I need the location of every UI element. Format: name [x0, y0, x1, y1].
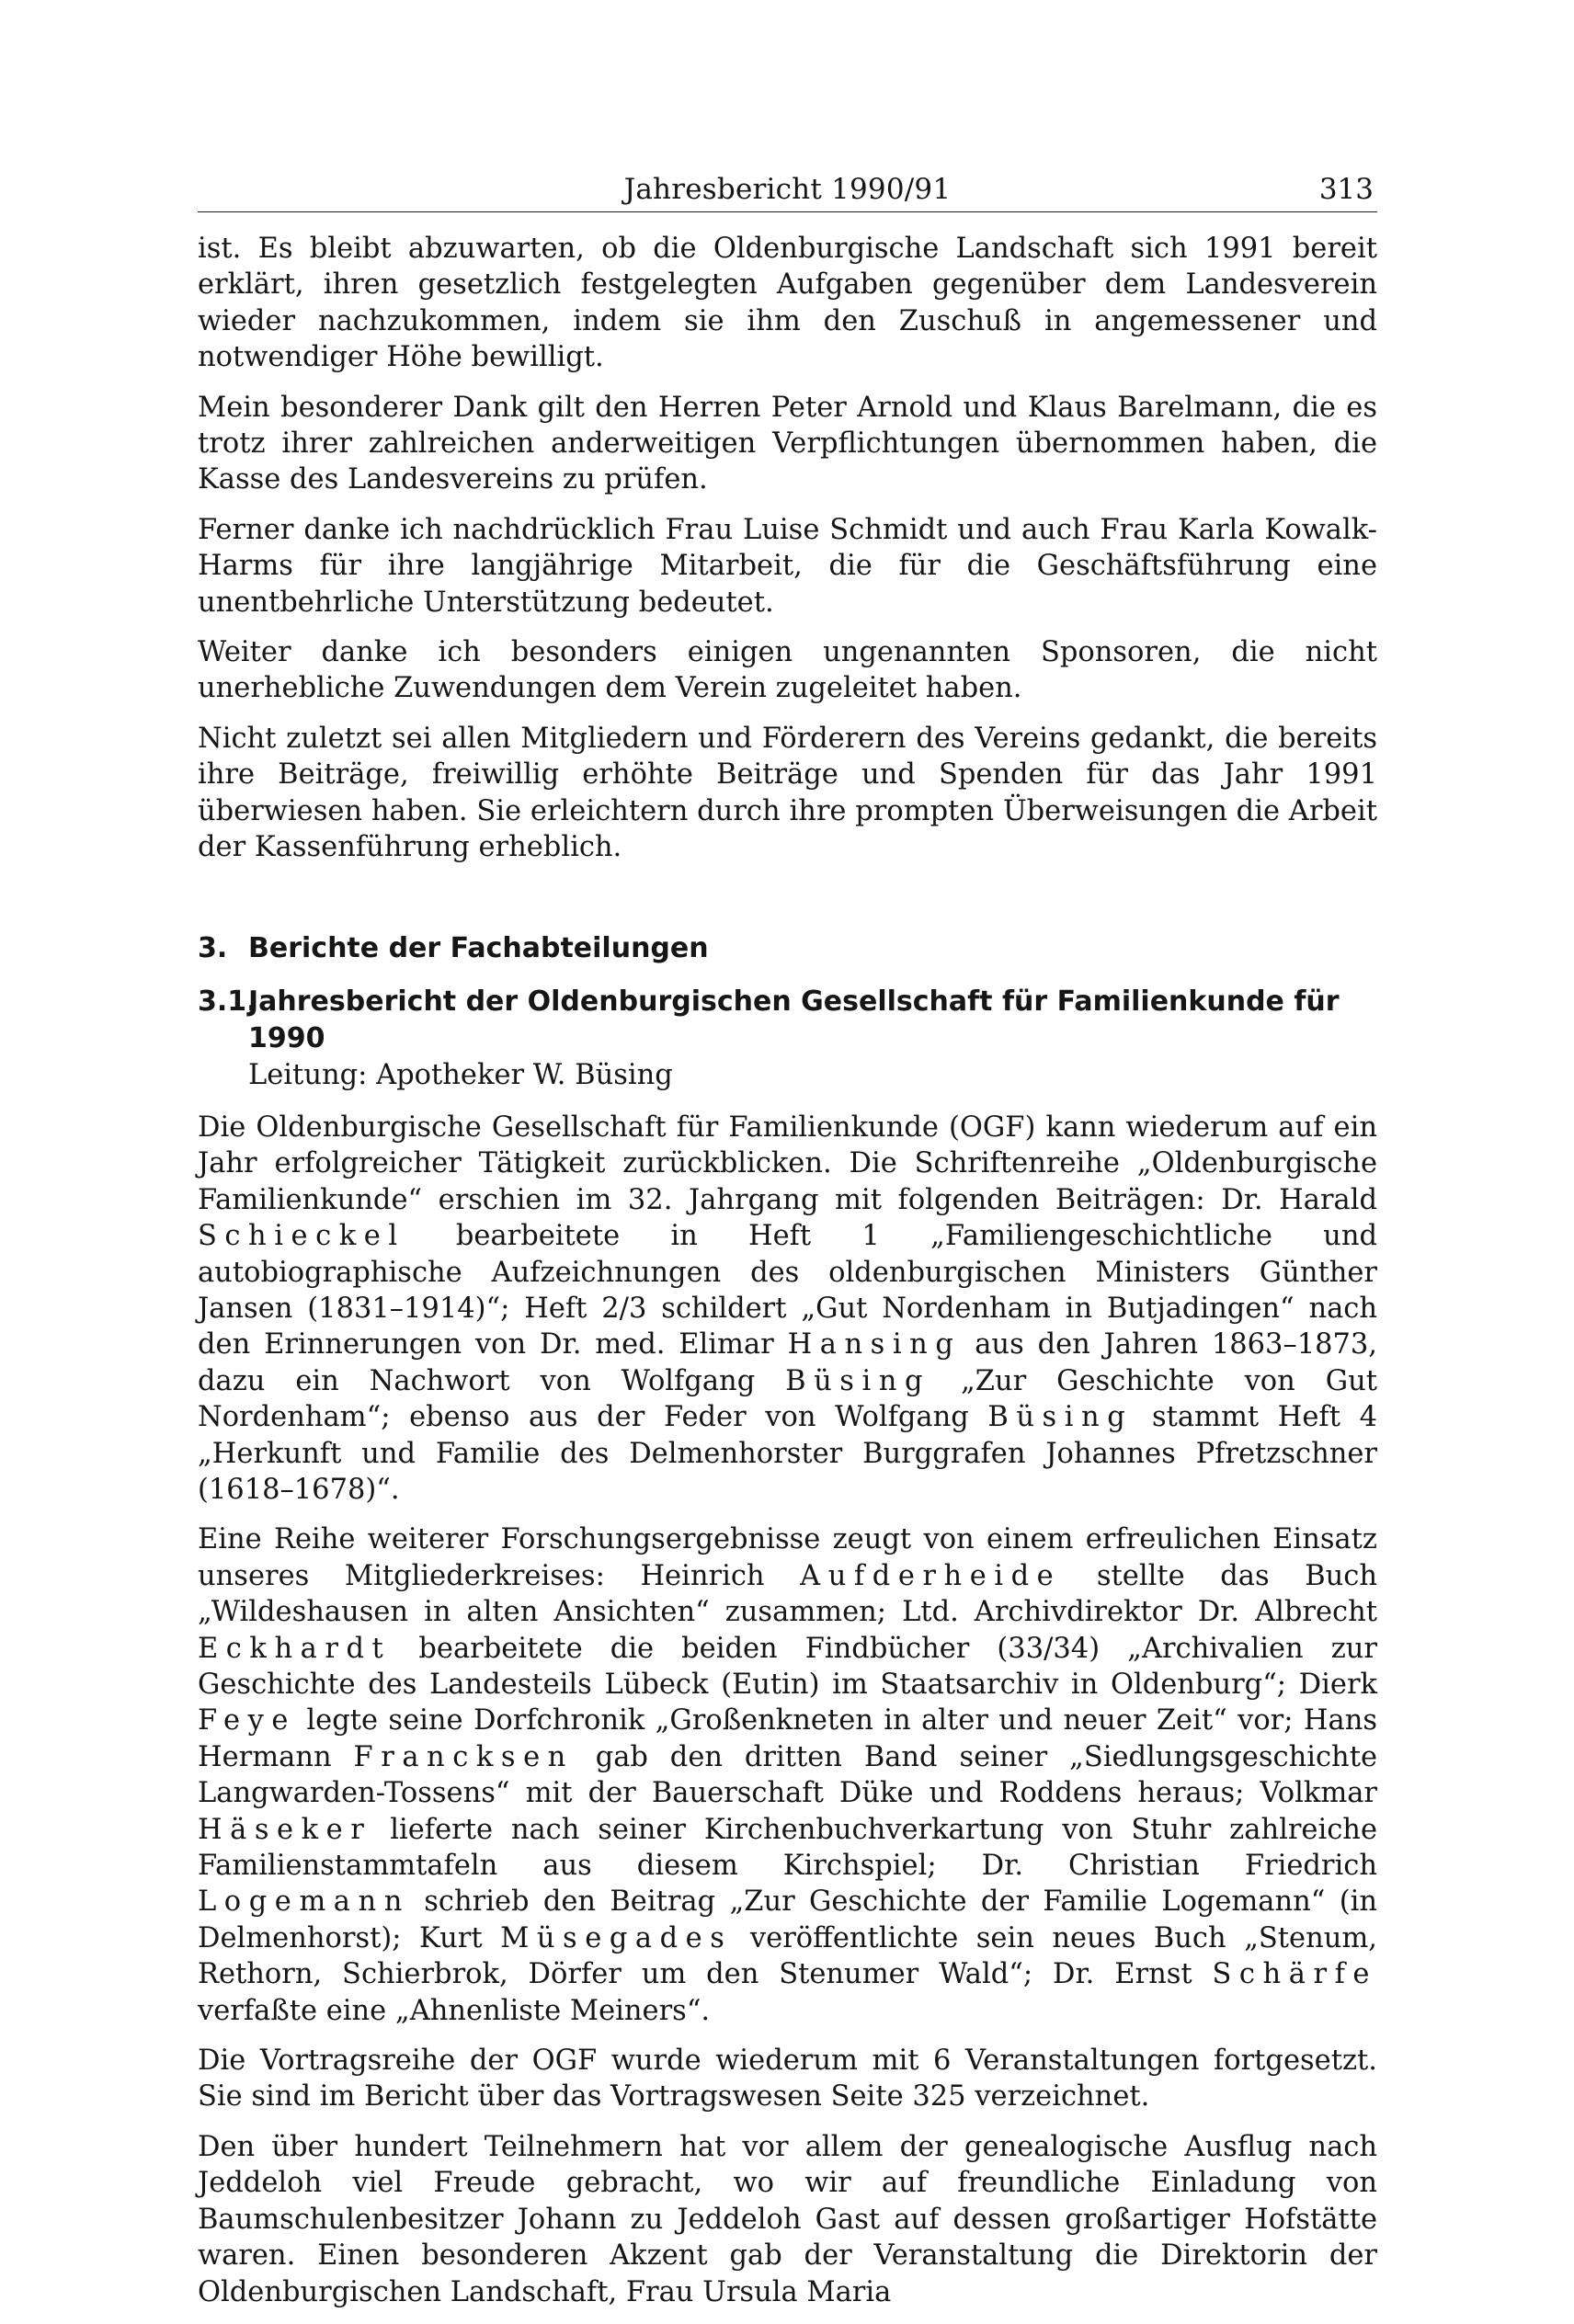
- paragraph: Den über hundert Teilnehmern hat vor allem der genealogische Ausflug nach Jeddeloh viel Freude gebracht, wo wir auf freundliche Einladung von Baumschulenbesitzer Johann zu Jeddeloh Gast auf dessen großartiger Hofstätte waren. Einen besonderen Akzent gab der Veranstaltung die Direktorin der Oldenburgischen Landschaft, Frau Ursula Maria: [198, 2130, 1377, 2308]
- subsection-title: Jahresbericht der Oldenburgischen Gesellschaft für Familienkunde für 1990: [248, 985, 1340, 1054]
- spaced-name: Logemann: [198, 1885, 410, 1919]
- paragraph: ist. Es bleibt abzuwarten, ob die Oldenburgische Landschaft sich 1991 bereit erklärt, ihren gesetzlich festgelegten Aufgaben gegenüber dem Landesverein wieder nachzukommen, indem sie ihm den Zuschuß in angemessener und notwendiger Höhe bewilligt.: [198, 233, 1377, 374]
- paragraph: [198, 1110, 1377, 1508]
- text-run: verfaßte eine „Ahnenliste Meiners“.: [198, 1994, 711, 2027]
- paragraph: Mein besonderer Dank gilt den Herren Peter Arnold und Klaus Barelmann, die es trotz ihrer zahlreichen anderweitigen Verpflichtungen übernommen haben, die Kasse des Landesvereins zu prüfen.: [198, 391, 1377, 496]
- spaced-name: Hansing: [787, 1328, 962, 1361]
- text-run: lieferte nach seiner Kirchenbuchverkartung von Stuhr zahlreiche Familienstammtafeln aus diesem Kirchspiel; Dr. Christian Friedrich: [198, 1813, 1377, 1883]
- text-run: veröffentlichte sein neues Buch „Stenum, Rethorn, Schierbrok, Dörfer um den Stenumer Wald“; Dr. Ernst: [198, 1921, 1377, 1991]
- running-header: [198, 165, 1377, 212]
- spaced-name: Feye: [198, 1704, 296, 1737]
- paragraph: [198, 1521, 1377, 2029]
- text-run: Die Oldenburgische Gesellschaft für Familienkunde (OGF) kann wiederum auf ein Jahr erfolgreicher Tätigkeit zurückblicken. Die Schriftenreihe „Oldenburgische Familienkunde“ erschien im 32. Jahrgang mit folgenden Beiträgen: Dr. Harald: [198, 1111, 1377, 1216]
- paragraph: Ferner danke ich nachdrücklich Frau Luise Schmidt und auch Frau Karla Kowalk-Harms für ihre langjährige Mitarbeit, die für die Geschäftsführung eine unentbehrliche Unterstützung bedeutet.: [198, 513, 1377, 619]
- subsection-leitung: Leitung: Apotheker W. Büsing: [248, 1058, 673, 1091]
- subsection-number: 3.1.: [198, 985, 257, 1018]
- spaced-name: Schärfe: [1212, 1958, 1377, 1991]
- text-run: bearbeitete in Heft 1 „Familiengeschichtliche und autobiographische Aufzeichnungen des oldenburgischen Ministers Günther Jansen (1831–1914)“; Heft 2/3 schildert „Gut Nordenham in Butjadingen“ nach den Erinnerungen von Dr. med. Elimar: [198, 1220, 1377, 1361]
- spaced-name: Aufderheide: [800, 1559, 1062, 1592]
- paragraph: Nicht zuletzt sei allen Mitgliedern und Förderern des Vereins gedankt, die bereits ihre Beiträge, freiwillig erhöhte Beiträge und Spenden für das Jahr 1991 überwiesen haben. Sie erleichtern durch ihre prompten Überweisungen die Arbeit der Kassenführung erheblich.: [198, 722, 1377, 864]
- text-run: „Zur Geschichte von Gut Nordenham“; ebenso aus der Feder von Wolfgang: [198, 1364, 1377, 1434]
- section-title: Berichte der Fachabteilungen: [248, 931, 709, 964]
- spaced-name: Häseker: [198, 1813, 372, 1846]
- text-run: schrieb den Beitrag „Zur Geschichte der Familie Logemann“ (in Delmenhorst); Kurt: [198, 1885, 1377, 1954]
- spaced-name: Büsing: [987, 1401, 1134, 1434]
- text-run: stammt Heft 4 „Herkunft und Familie des Delmenhorster Burggrafen Johannes Pfretzschner (1618–1678)“.: [198, 1401, 1378, 1506]
- spaced-name: Schieckel: [198, 1220, 405, 1253]
- spaced-name: Büsing: [785, 1364, 931, 1397]
- section-number: 3.: [198, 931, 228, 964]
- spaced-name: Eckhardt: [198, 1632, 392, 1665]
- paragraph: Die Vortragsreihe der OGF wurde wiederum mit 6 Veranstaltungen fortgesetzt. Sie sind im Bericht über das Vortragswesen Seite 325 verzeichnet.: [198, 2045, 1377, 2113]
- section-heading: [198, 930, 1377, 967]
- text-run: Eine Reihe weiterer Forschungsergebnisse zeugt von einem erfreulichen Einsatz unseres Mitgliederkreises: Heinrich: [198, 1523, 1377, 1592]
- text-run: bearbeitete die beiden Findbücher (33/34) „Archivalien zur Geschichte des Landesteils Lübeck (Eutin) im Staatsarchiv in Oldenburg“; Dierk: [198, 1632, 1377, 1701]
- page-body: [198, 231, 1377, 2310]
- text-run: gab den dritten Band seiner „Siedlungsgeschichte Langwarden-Tossens“ mit der Bauerschaft Düke und Roddens heraus; Volkmar: [198, 1740, 1378, 1810]
- page-number: 313: [1318, 173, 1374, 206]
- running-title: Jahresbericht 1990/91: [623, 173, 952, 206]
- text-run: aus den Jahren 1863–1873, dazu ein Nachwort von Wolfgang: [198, 1328, 1378, 1397]
- spaced-name: Müsegades: [500, 1921, 733, 1954]
- text-run: legte seine Dorfchronik „Großenkneten in alter und neuer Zeit“ vor; Hans Hermann: [198, 1704, 1378, 1773]
- spaced-name: Francksen: [353, 1740, 574, 1773]
- document-page: [198, 165, 1377, 2324]
- subsection-heading: [198, 984, 1377, 1057]
- text-run: stellte das Buch „Wildeshausen in alten Ansichten“ zusammen; Ltd. Archivdirektor Dr. Albrecht: [198, 1559, 1377, 1629]
- paragraph: Weiter danke ich besonders einigen ungenannten Sponsoren, die nicht unerhebliche Zuwendungen dem Verein zugeleitet haben.: [198, 636, 1377, 705]
